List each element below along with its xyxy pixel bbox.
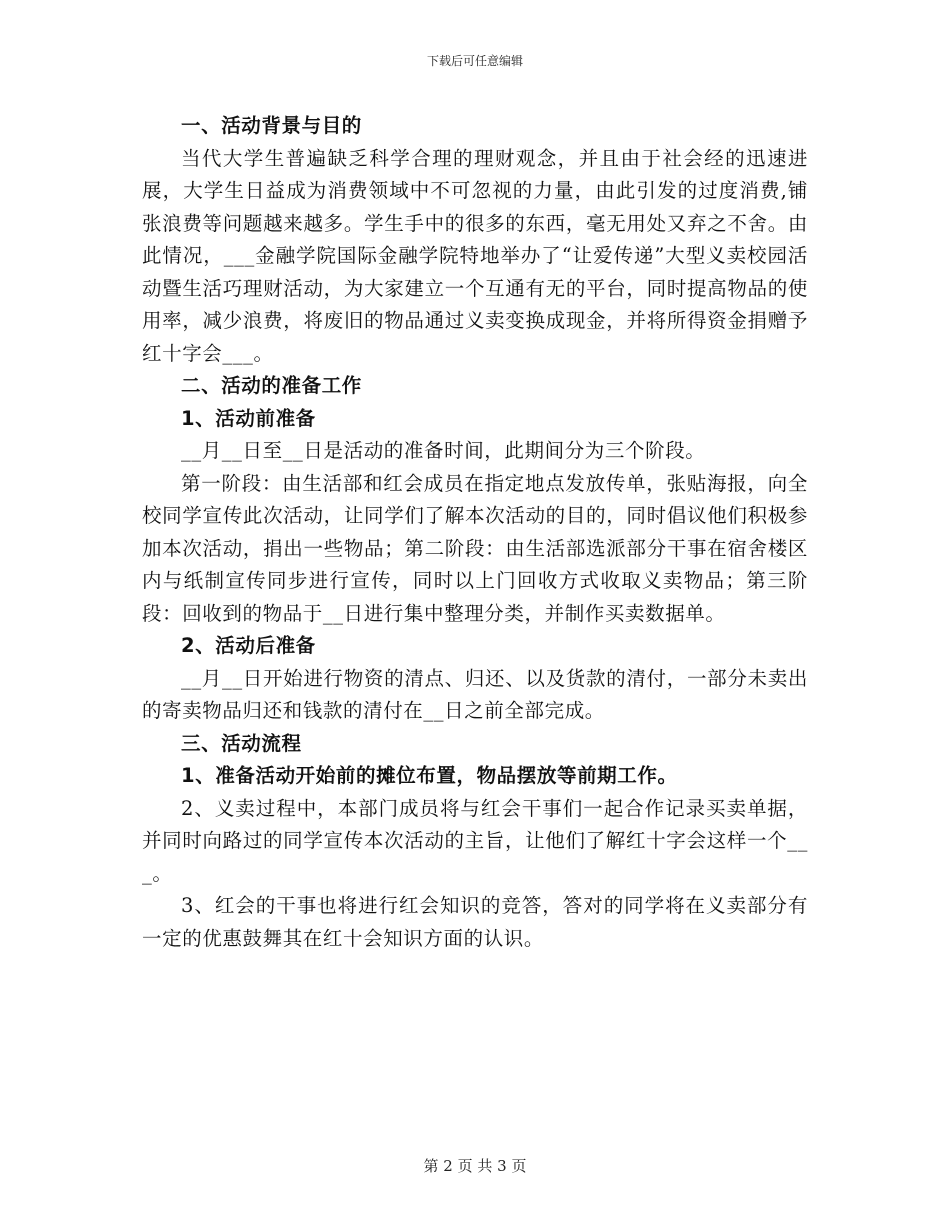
subheading-post-event: 2、活动后准备 (181, 634, 316, 657)
process-step-2: 2、义卖过程中，本部门成员将与红会干事们一起合作记录买卖单据，并同时向路过的同学宣传本次活动的主旨，让他们了解红十字会这样一个___。 (142, 796, 808, 885)
section-heading-background: 一、活动背景与目的 (181, 114, 362, 137)
paragraph-prep-time: __月__日至__日是活动的准备时间，此期间分为三个阶段。 (181, 439, 706, 462)
paragraph-prep-stages: 第一阶段：由生活部和红会成员在指定地点发放传单，张贴海报，向全校同学宣传此次活动，让同学们了解本次活动的目的，同时倡议他们积极参加本次活动，捐出一些物品；第二阶段：由生活部选派部分干事在宿舍楼区内与纸制宣传同步进行宣传，同时以上门回收方式收取义卖物品；第三阶段：回收到的物品于__日进行集中整理分类，并制作买卖数据单。 (142, 471, 808, 625)
subheading-pre-event: 1、活动前准备 (181, 406, 316, 430)
page-footer: 第 2 页 共 3 页 (423, 1157, 527, 1175)
paragraph-background: 当代大学生普遍缺乏科学合理的理财观念，并且由于社会经的迅速进展，大学生日益成为消费领域中不可忽视的力量，由此引发的过度消费,铺张浪费等问题越来越多。学生手中的很多的东西，毫无用处又弃之不舍。由此情况，___金融学院国际金融学院特地举办了“让爱传递”大型义卖校园活动暨生活巧理财活动，为大家建立一个互通有无的平台，同时提高物品的使用率，减少浪费，将废旧的物品通过义卖变换成现金，并将所得资金捐赠予红十字会___。 (142, 146, 808, 365)
section-heading-preparation: 二、活动的准备工作 (181, 374, 362, 397)
section-heading-process: 三、活动流程 (181, 731, 302, 755)
document-body (142, 110, 808, 955)
page-header: 下载后可任意编辑 (426, 54, 523, 68)
paragraph-post-event: __月__日开始进行物资的清点、归还、以及货款的清付，一部分未卖出的寄卖物品归还和钱款的清付在__日之前全部完成。 (142, 666, 808, 722)
process-step-1: 1、准备活动开始前的摊位布置，物品摆放等前期工作。 (181, 764, 678, 787)
process-step-3: 3、红会的干事也将进行红会知识的竞答，答对的同学将在义卖部分有一定的优惠鼓舞其在红十会知识方面的认识。 (142, 894, 808, 950)
